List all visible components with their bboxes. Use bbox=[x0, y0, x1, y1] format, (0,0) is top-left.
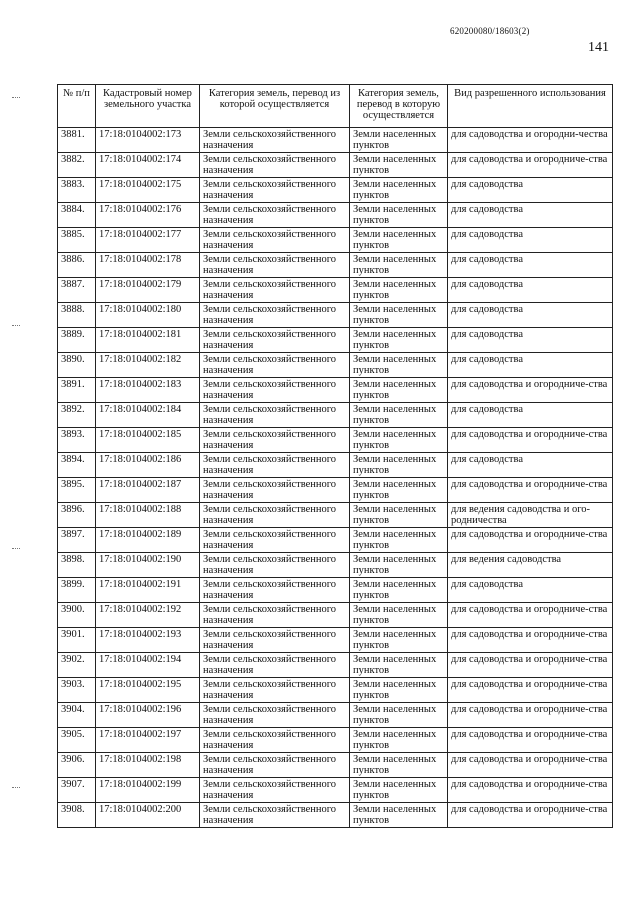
category-to: Земли населенных пунктов bbox=[350, 453, 448, 478]
row-number: 3885. bbox=[58, 228, 96, 253]
row-number: 3882. bbox=[58, 153, 96, 178]
cadastral-number: 17:18:0104002:184 bbox=[96, 403, 200, 428]
cadastral-number: 17:18:0104002:191 bbox=[96, 578, 200, 603]
table-row bbox=[58, 353, 613, 378]
cadastral-number: 17:18:0104002:187 bbox=[96, 478, 200, 503]
category-from: Земли сельскохозяйственного назначения bbox=[200, 203, 350, 228]
cadastral-number: 17:18:0104002:194 bbox=[96, 653, 200, 678]
row-number: 3901. bbox=[58, 628, 96, 653]
permitted-use: для садоводства и огородниче-ства bbox=[448, 678, 613, 703]
category-from: Земли сельскохозяйственного назначения bbox=[200, 228, 350, 253]
table-row bbox=[58, 403, 613, 428]
category-from: Земли сельскохозяйственного назначения bbox=[200, 378, 350, 403]
permitted-use: для садоводства и огородниче-ства bbox=[448, 603, 613, 628]
table-row bbox=[58, 303, 613, 328]
margin-tick bbox=[12, 97, 20, 99]
table-header-row bbox=[58, 85, 613, 128]
table-row bbox=[58, 128, 613, 153]
table-row bbox=[58, 778, 613, 803]
table-row bbox=[58, 178, 613, 203]
table-row bbox=[58, 153, 613, 178]
permitted-use: для садоводства bbox=[448, 278, 613, 303]
permitted-use: для садоводства bbox=[448, 353, 613, 378]
category-to: Земли населенных пунктов bbox=[350, 703, 448, 728]
cadastral-number: 17:18:0104002:177 bbox=[96, 228, 200, 253]
category-to: Земли населенных пунктов bbox=[350, 503, 448, 528]
row-number: 3896. bbox=[58, 503, 96, 528]
category-to: Земли населенных пунктов bbox=[350, 578, 448, 603]
row-number: 3895. bbox=[58, 478, 96, 503]
table-row bbox=[58, 278, 613, 303]
table-body bbox=[58, 128, 613, 828]
category-from: Земли сельскохозяйственного назначения bbox=[200, 278, 350, 303]
row-number: 3899. bbox=[58, 578, 96, 603]
row-number: 3887. bbox=[58, 278, 96, 303]
table-row bbox=[58, 728, 613, 753]
category-to: Земли населенных пунктов bbox=[350, 778, 448, 803]
category-to: Земли населенных пунктов bbox=[350, 128, 448, 153]
row-number: 3902. bbox=[58, 653, 96, 678]
category-to: Земли населенных пунктов bbox=[350, 378, 448, 403]
cadastral-number: 17:18:0104002:186 bbox=[96, 453, 200, 478]
category-from: Земли сельскохозяйственного назначения bbox=[200, 153, 350, 178]
table-row bbox=[58, 503, 613, 528]
cadastral-number: 17:18:0104002:196 bbox=[96, 703, 200, 728]
cadastral-number: 17:18:0104002:200 bbox=[96, 803, 200, 828]
permitted-use: для садоводства bbox=[448, 178, 613, 203]
row-number: 3904. bbox=[58, 703, 96, 728]
category-to: Земли населенных пунктов bbox=[350, 628, 448, 653]
margin-tick bbox=[12, 787, 20, 789]
cadastral-number: 17:18:0104002:178 bbox=[96, 253, 200, 278]
table-row bbox=[58, 528, 613, 553]
permitted-use: для садоводства bbox=[448, 328, 613, 353]
permitted-use: для садоводства bbox=[448, 403, 613, 428]
permitted-use: для садоводства и огородниче-ства bbox=[448, 778, 613, 803]
row-number: 3889. bbox=[58, 328, 96, 353]
category-from: Земли сельскохозяйственного назначения bbox=[200, 753, 350, 778]
category-to: Земли населенных пунктов bbox=[350, 303, 448, 328]
table-row bbox=[58, 603, 613, 628]
category-from: Земли сельскохозяйственного назначения bbox=[200, 128, 350, 153]
category-to: Земли населенных пунктов bbox=[350, 353, 448, 378]
permitted-use: для ведения садоводства и ого-родничества bbox=[448, 503, 613, 528]
permitted-use: для садоводства и огородниче-ства bbox=[448, 803, 613, 828]
row-number: 3908. bbox=[58, 803, 96, 828]
category-to: Земли населенных пунктов bbox=[350, 728, 448, 753]
cadastral-number: 17:18:0104002:181 bbox=[96, 328, 200, 353]
category-from: Земли сельскохозяйственного назначения bbox=[200, 453, 350, 478]
category-from: Земли сельскохозяйственного назначения bbox=[200, 653, 350, 678]
permitted-use: для садоводства bbox=[448, 578, 613, 603]
category-to: Земли населенных пунктов bbox=[350, 403, 448, 428]
permitted-use: для садоводства и огородниче-ства bbox=[448, 153, 613, 178]
permitted-use: для садоводства bbox=[448, 228, 613, 253]
permitted-use: для садоводства и огородниче-ства bbox=[448, 703, 613, 728]
cadastral-number: 17:18:0104002:192 bbox=[96, 603, 200, 628]
cadastral-number: 17:18:0104002:173 bbox=[96, 128, 200, 153]
row-number: 3892. bbox=[58, 403, 96, 428]
permitted-use: для садоводства и огородниче-ства bbox=[448, 628, 613, 653]
category-to: Земли населенных пунктов bbox=[350, 528, 448, 553]
cadastral-number: 17:18:0104002:197 bbox=[96, 728, 200, 753]
row-number: 3903. bbox=[58, 678, 96, 703]
category-from: Земли сельскохозяйственного назначения bbox=[200, 803, 350, 828]
table-row bbox=[58, 803, 613, 828]
row-number: 3898. bbox=[58, 553, 96, 578]
category-to: Земли населенных пунктов bbox=[350, 553, 448, 578]
category-from: Земли сельскохозяйственного назначения bbox=[200, 253, 350, 278]
category-to: Земли населенных пунктов bbox=[350, 678, 448, 703]
category-from: Земли сельскохозяйственного назначения bbox=[200, 778, 350, 803]
cadastral-number: 17:18:0104002:180 bbox=[96, 303, 200, 328]
permitted-use: для садоводства bbox=[448, 303, 613, 328]
table-row bbox=[58, 378, 613, 403]
table-row bbox=[58, 553, 613, 578]
category-from: Земли сельскохозяйственного назначения bbox=[200, 328, 350, 353]
category-to: Земли населенных пунктов bbox=[350, 753, 448, 778]
table-row bbox=[58, 578, 613, 603]
cadastral-number: 17:18:0104002:195 bbox=[96, 678, 200, 703]
category-from: Земли сельскохозяйственного назначения bbox=[200, 478, 350, 503]
cadastral-number: 17:18:0104002:189 bbox=[96, 528, 200, 553]
category-from: Земли сельскохозяйственного назначения bbox=[200, 603, 350, 628]
permitted-use: для садоводства и огородни-чества bbox=[448, 128, 613, 153]
permitted-use: для садоводства и огородниче-ства bbox=[448, 728, 613, 753]
category-from: Земли сельскохозяйственного назначения bbox=[200, 678, 350, 703]
row-number: 3891. bbox=[58, 378, 96, 403]
category-to: Земли населенных пунктов bbox=[350, 428, 448, 453]
document-id: 620200080/18603(2) bbox=[450, 26, 530, 36]
row-number: 3907. bbox=[58, 778, 96, 803]
cadastral-number: 17:18:0104002:174 bbox=[96, 153, 200, 178]
cadastral-number: 17:18:0104002:176 bbox=[96, 203, 200, 228]
land-parcels-table bbox=[57, 84, 613, 828]
table-row bbox=[58, 203, 613, 228]
margin-tick bbox=[12, 548, 20, 550]
row-number: 3890. bbox=[58, 353, 96, 378]
row-number: 3906. bbox=[58, 753, 96, 778]
row-number: 3893. bbox=[58, 428, 96, 453]
table-row bbox=[58, 228, 613, 253]
category-to: Земли населенных пунктов bbox=[350, 228, 448, 253]
category-to: Земли населенных пунктов bbox=[350, 603, 448, 628]
category-from: Земли сельскохозяйственного назначения bbox=[200, 353, 350, 378]
category-to: Земли населенных пунктов bbox=[350, 328, 448, 353]
permitted-use: для ведения садоводства bbox=[448, 553, 613, 578]
table-row bbox=[58, 653, 613, 678]
category-from: Земли сельскохозяйственного назначения bbox=[200, 628, 350, 653]
cadastral-number: 17:18:0104002:175 bbox=[96, 178, 200, 203]
cadastral-number: 17:18:0104002:185 bbox=[96, 428, 200, 453]
category-from: Земли сельскохозяйственного назначения bbox=[200, 553, 350, 578]
cadastral-number: 17:18:0104002:190 bbox=[96, 553, 200, 578]
category-to: Земли населенных пунктов bbox=[350, 278, 448, 303]
row-number: 3884. bbox=[58, 203, 96, 228]
row-number: 3894. bbox=[58, 453, 96, 478]
category-from: Земли сельскохозяйственного назначения bbox=[200, 703, 350, 728]
column-header-permitted-use: Вид разрешенного использования bbox=[448, 85, 613, 128]
category-to: Земли населенных пунктов bbox=[350, 653, 448, 678]
category-to: Земли населенных пунктов bbox=[350, 203, 448, 228]
cadastral-number: 17:18:0104002:179 bbox=[96, 278, 200, 303]
cadastral-number: 17:18:0104002:193 bbox=[96, 628, 200, 653]
permitted-use: для садоводства bbox=[448, 453, 613, 478]
column-header-cadastral: Кадастровый номер земельного участка bbox=[96, 85, 200, 128]
category-to: Земли населенных пунктов bbox=[350, 803, 448, 828]
row-number: 3881. bbox=[58, 128, 96, 153]
table-row bbox=[58, 753, 613, 778]
row-number: 3897. bbox=[58, 528, 96, 553]
cadastral-number: 17:18:0104002:199 bbox=[96, 778, 200, 803]
cadastral-number: 17:18:0104002:198 bbox=[96, 753, 200, 778]
table-row bbox=[58, 478, 613, 503]
permitted-use: для садоводства и огородниче-ства bbox=[448, 478, 613, 503]
category-to: Земли населенных пунктов bbox=[350, 153, 448, 178]
permitted-use: для садоводства и огородниче-ства bbox=[448, 378, 613, 403]
page-number: 141 bbox=[588, 40, 609, 55]
category-from: Земли сельскохозяйственного назначения bbox=[200, 428, 350, 453]
category-from: Земли сельскохозяйственного назначения bbox=[200, 303, 350, 328]
permitted-use: для садоводства bbox=[448, 203, 613, 228]
category-from: Земли сельскохозяйственного назначения bbox=[200, 403, 350, 428]
column-header-category-to: Категория земель, перевод в которую осуществляется bbox=[350, 85, 448, 128]
row-number: 3886. bbox=[58, 253, 96, 278]
category-from: Земли сельскохозяйственного назначения bbox=[200, 578, 350, 603]
permitted-use: для садоводства и огородниче-ства bbox=[448, 653, 613, 678]
permitted-use: для садоводства bbox=[448, 253, 613, 278]
table-row bbox=[58, 703, 613, 728]
column-header-number: № п/п bbox=[58, 85, 96, 128]
column-header-category-from: Категория земель, перевод из которой осуществляется bbox=[200, 85, 350, 128]
category-from: Земли сельскохозяйственного назначения bbox=[200, 528, 350, 553]
cadastral-number: 17:18:0104002:183 bbox=[96, 378, 200, 403]
table-row bbox=[58, 328, 613, 353]
row-number: 3883. bbox=[58, 178, 96, 203]
cadastral-number: 17:18:0104002:188 bbox=[96, 503, 200, 528]
row-number: 3888. bbox=[58, 303, 96, 328]
category-from: Земли сельскохозяйственного назначения bbox=[200, 178, 350, 203]
row-number: 3900. bbox=[58, 603, 96, 628]
cadastral-number: 17:18:0104002:182 bbox=[96, 353, 200, 378]
row-number: 3905. bbox=[58, 728, 96, 753]
table-row bbox=[58, 428, 613, 453]
permitted-use: для садоводства и огородниче-ства bbox=[448, 428, 613, 453]
table-row bbox=[58, 628, 613, 653]
category-to: Земли населенных пунктов bbox=[350, 478, 448, 503]
table-row bbox=[58, 453, 613, 478]
category-from: Земли сельскохозяйственного назначения bbox=[200, 728, 350, 753]
category-to: Земли населенных пунктов bbox=[350, 178, 448, 203]
category-to: Земли населенных пунктов bbox=[350, 253, 448, 278]
permitted-use: для садоводства и огородниче-ства bbox=[448, 528, 613, 553]
table-row bbox=[58, 253, 613, 278]
margin-tick bbox=[12, 325, 20, 327]
category-from: Земли сельскохозяйственного назначения bbox=[200, 503, 350, 528]
table-row bbox=[58, 678, 613, 703]
permitted-use: для садоводства и огородниче-ства bbox=[448, 753, 613, 778]
